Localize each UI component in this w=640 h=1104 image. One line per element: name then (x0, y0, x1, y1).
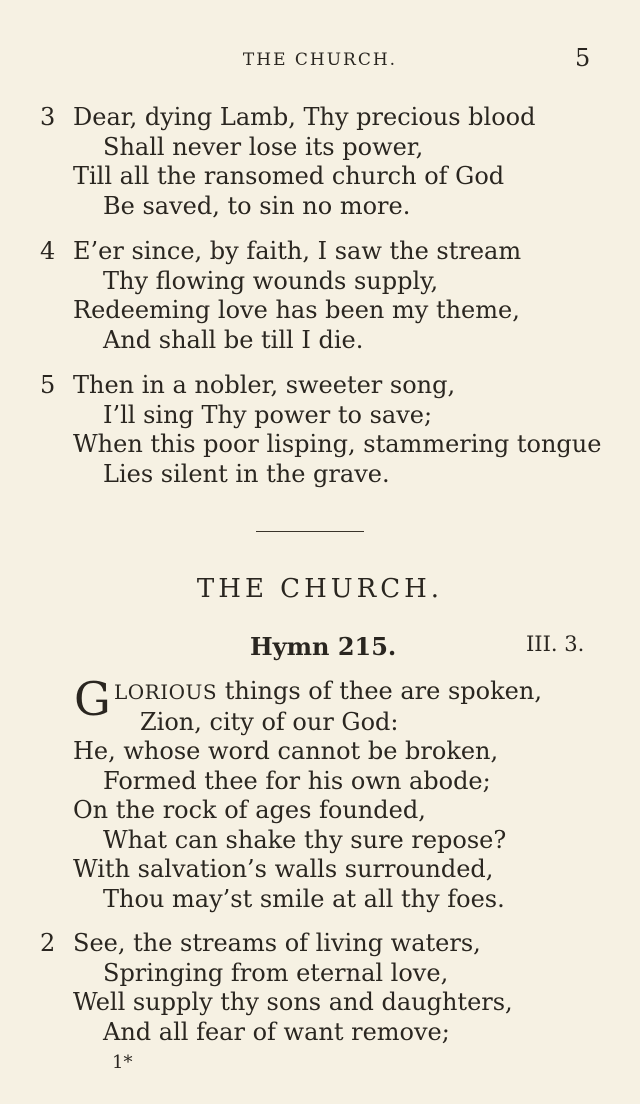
stanza-number: 3 (40, 103, 56, 131)
hymn-stanza-1 (40, 672, 610, 914)
hymn-stanza-2 (40, 929, 610, 1047)
verse-line: Lies silent in the grave. (103, 459, 390, 488)
section-divider (256, 531, 364, 532)
verse-line: Zion, city of our God: (140, 707, 399, 736)
hymn-number: Hymn 215. (250, 632, 397, 661)
verse-line: Springing from eternal love, (103, 958, 449, 987)
verse-text: See, the streams of living waters, (73, 929, 481, 957)
verse-line: And shall be till I die. (103, 325, 364, 354)
verse-line: What can shake thy sure repose? (103, 825, 507, 854)
verse-text: Then in a nobler, sweeter song, (73, 371, 456, 399)
verse-line: Thou may’st smile at all thy foes. (103, 884, 505, 913)
verse-text: E’er since, by faith, I saw the stream (73, 237, 522, 265)
verse-line: Shall never lose its power, (103, 132, 424, 161)
verse-text: things of thee are spoken, (224, 677, 542, 705)
verse-line (40, 929, 610, 959)
verse-line: When this poor lisping, stammering tongue (73, 430, 602, 458)
verse-line: And all fear of want remove; (103, 1017, 450, 1046)
verse-line: Redeeming love has been my theme, (73, 296, 520, 324)
verse-text: Dear, dying Lamb, Thy precious blood (73, 103, 536, 131)
verse-line: Well supply thy sons and daughters, (73, 988, 513, 1016)
signature-mark: 1* (112, 1052, 133, 1073)
verse-line: Formed thee for his own abode; (103, 766, 491, 795)
stanza-number: 5 (40, 371, 56, 399)
stanza-5 (40, 371, 610, 489)
verse-line: On the rock of ages founded, (73, 796, 426, 824)
verse-line: Thy flowing wounds supply, (103, 266, 439, 295)
hymn-meter: III. 3. (526, 632, 585, 656)
stanza-3 (40, 103, 610, 221)
verse-line: Be saved, to sin no more. (103, 191, 411, 220)
verse-line: With salvation’s walls surrounded, (73, 855, 494, 883)
verse-line (40, 103, 610, 133)
drop-cap: G (74, 672, 111, 726)
section-title: THE CHURCH. (196, 574, 444, 604)
stanza-4 (40, 237, 610, 355)
stanza-number: 4 (40, 237, 56, 265)
first-word: LORIOUS (114, 680, 218, 704)
page-number: 5 (575, 44, 591, 72)
verse-line: Till all the ransomed church of God (73, 162, 505, 190)
verse-line (40, 237, 610, 267)
stanza-number: 2 (40, 929, 56, 957)
verse-line: He, whose word cannot be broken, (73, 737, 499, 765)
verse-line (40, 677, 610, 708)
verse-line: I’ll sing Thy power to save; (103, 400, 433, 429)
running-head: THE CHURCH. (242, 50, 398, 70)
verse-line (40, 371, 610, 401)
